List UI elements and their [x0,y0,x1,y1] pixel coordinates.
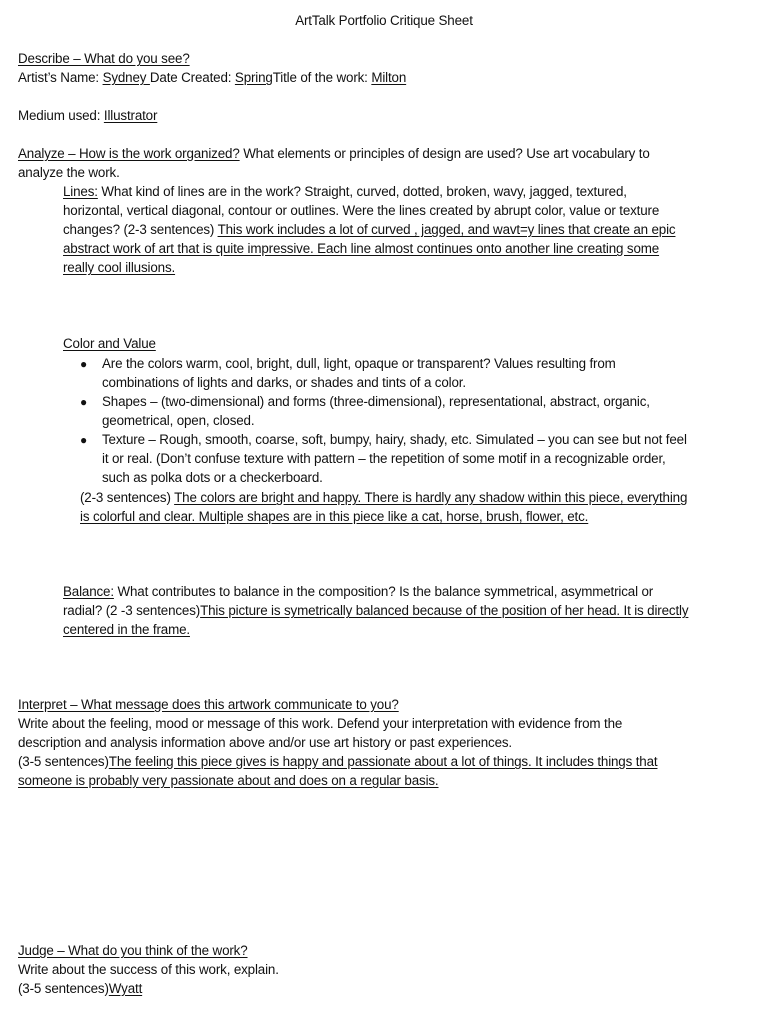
date-created-value: Spring [234,70,273,85]
lines-answer-cont: abstract work of art that is quite impressive. Each line almost continues onto another line creating some [63,241,660,256]
bullet-shapes-cont: geometrical, open, closed. [102,413,255,428]
bullet-icon: ● [80,357,88,371]
analyze-row [18,145,750,163]
artist-info-row [18,69,750,87]
work-title-value: Milton [371,70,407,85]
interpret-prompt-1: Write about the feeling, mood or message of this work. Defend your interpretation with evidence from the [18,716,623,731]
judge-prompt: Write about the success of this work, explain. [18,962,279,977]
balance-question-2: radial? (2 -3 sentences) [63,603,201,618]
interpret-prefix: (3-5 sentences) [18,754,109,769]
balance-answer: This picture is symetrically balanced because of the position of her head. It is directly [200,603,689,618]
interpret-heading: Interpret – What message does this artwork communicate to you? [18,697,399,712]
judge-prefix: (3-5 sentences) [18,981,109,996]
color-prefix: (2-3 sentences) [80,490,175,505]
bullet-texture-end: such as polka dots or a checkerboard. [102,470,323,485]
bullet-icon: ● [80,433,88,447]
color-answer-row [80,489,750,507]
medium-row [18,107,750,125]
artist-name-value: Sydney [102,70,150,85]
bullet-colors: Are the colors warm, cool, bright, dull, light, opaque or transparent? Values resulting from [102,356,616,371]
interpret-answer-row [18,753,750,771]
bullet-icon: ● [80,395,88,409]
balance-answer-cont: centered in the frame. [63,622,190,637]
lines-answer-end: really cool illusions. [63,260,176,275]
lines-question-1: Lines: What kind of lines are in the work? Straight, curved, dotted, broken, wavy, jagged, textured, [63,184,627,199]
judge-answer: Wyatt [108,981,143,996]
artist-name-label: Artist’s Name: [18,70,103,85]
interpret-prompt-2: description and analysis information above and/or use art history or past experiences. [18,735,512,750]
bullet-colors-cont: combinations of lights and darks, or shades and tints of a color. [102,375,466,390]
color-answer: The colors are bright and happy. There is hardly any shadow within this piece, everything [174,490,688,505]
analyze-prompt: What elements or principles of design are used? Use art vocabulary to [239,146,650,161]
bullet-texture-cont: it or real. (Don’t confuse texture with pattern – the repetition of some motif in a recognizable order, [102,451,666,466]
bullet-texture: Texture – Rough, smooth, coarse, soft, bumpy, hairy, shady, etc. Simulated – you can see but not feel [102,432,687,447]
balance-answer-row [63,602,750,620]
describe-heading: Describe – What do you see? [18,51,190,66]
judge-answer-row [18,980,750,998]
page-title: ArtTalk Portfolio Critique Sheet [295,13,473,28]
medium-value: Illustrator [103,108,158,123]
work-title-label: Title of the work: [272,70,372,85]
balance-label: Balance: [63,584,114,599]
analyze-heading: Analyze – How is the work organized? [18,146,240,161]
interpret-answer-cont: someone is probably very passionate about and does on a regular basis. [18,773,439,788]
interpret-answer: The feeling this piece gives is happy and passionate about a lot of things. It includes things that [108,754,658,769]
color-answer-cont: is colorful and clear. Multiple shapes are in this piece like a cat, horse, brush, flower, etc. [80,509,589,524]
lines-question-3: changes? (2-3 sentences) [63,222,218,237]
balance-question-1: Balance: What contributes to balance in the composition? Is the balance symmetrical, asymmetrical or [63,584,654,599]
color-value-heading: Color and Value [63,336,156,351]
medium-label: Medium used: [18,108,104,123]
bullet-shapes: Shapes – (two-dimensional) and forms (three-dimensional), representational, abstract, organic, [102,394,650,409]
lines-label: Lines: [63,184,98,199]
lines-question-2: horizontal, vertical diagonal, contour or outlines. Were the lines created by abrupt color, value or texture [63,203,660,218]
date-created-label: Date Created: [149,70,235,85]
analyze-prompt-cont: analyze the work. [18,165,120,180]
judge-heading: Judge – What do you think of the work? [18,943,248,958]
lines-answer-row [63,221,750,239]
lines-answer: This work includes a lot of curved , jagged, and wavt=y lines that create an epic [217,222,676,237]
